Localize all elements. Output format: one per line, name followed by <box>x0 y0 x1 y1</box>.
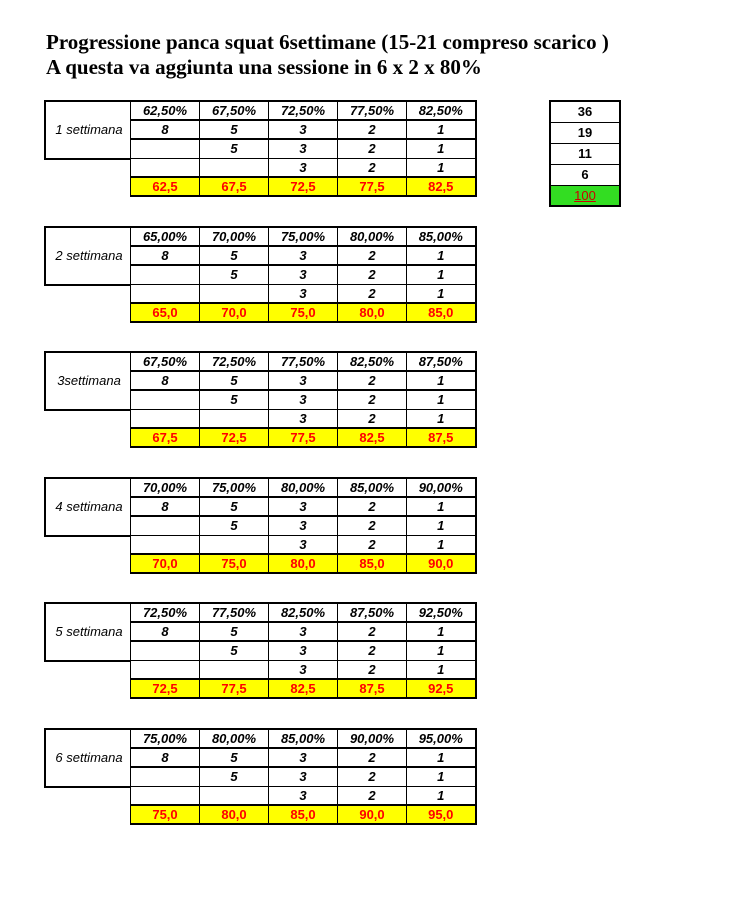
summary-cell: 6 <box>550 164 620 185</box>
reps-cell <box>131 284 200 303</box>
reps-cell: 2 <box>338 371 407 390</box>
reps-cell: 3 <box>269 660 338 679</box>
reps-cell: 2 <box>338 622 407 641</box>
reps-row <box>131 497 476 516</box>
reps-cell: 2 <box>338 265 407 284</box>
reps-row <box>131 265 476 284</box>
week-table <box>130 226 477 323</box>
load-cell: 85,0 <box>407 303 476 322</box>
reps-cell: 5 <box>200 748 269 767</box>
reps-cell: 2 <box>338 409 407 428</box>
load-cell: 80,0 <box>269 554 338 573</box>
reps-row <box>131 767 476 786</box>
reps-cell <box>131 265 200 284</box>
reps-cell: 1 <box>407 371 476 390</box>
percentage-cell: 67,50% <box>200 101 269 120</box>
reps-cell: 1 <box>407 139 476 158</box>
percentage-row <box>131 352 476 371</box>
reps-cell: 2 <box>338 748 407 767</box>
reps-cell <box>200 284 269 303</box>
load-cell: 72,5 <box>200 428 269 447</box>
reps-cell: 3 <box>269 622 338 641</box>
load-cell: 75,0 <box>200 554 269 573</box>
percentage-cell: 80,00% <box>338 227 407 246</box>
percentage-cell: 72,50% <box>200 352 269 371</box>
load-row <box>131 177 476 196</box>
reps-cell <box>131 516 200 535</box>
reps-cell <box>131 535 200 554</box>
reps-cell: 1 <box>407 284 476 303</box>
load-cell: 70,0 <box>131 554 200 573</box>
reps-cell: 3 <box>269 265 338 284</box>
reps-cell: 1 <box>407 622 476 641</box>
reps-cell: 1 <box>407 120 476 139</box>
reps-cell <box>131 139 200 158</box>
reps-cell: 3 <box>269 246 338 265</box>
summary-cell: 11 <box>550 143 620 164</box>
week-label: 4 settimana <box>55 499 123 514</box>
reps-cell: 3 <box>269 535 338 554</box>
summary-cell: 19 <box>550 122 620 143</box>
summary-cell: 36 <box>550 101 620 122</box>
load-cell: 72,5 <box>269 177 338 196</box>
load-cell: 75,0 <box>269 303 338 322</box>
reps-cell <box>131 390 200 409</box>
load-cell: 90,0 <box>407 554 476 573</box>
reps-cell: 3 <box>269 284 338 303</box>
week-block <box>44 477 481 582</box>
reps-cell: 1 <box>407 641 476 660</box>
reps-cell: 8 <box>131 622 200 641</box>
reps-row <box>131 390 476 409</box>
reps-cell <box>200 660 269 679</box>
reps-cell: 5 <box>200 622 269 641</box>
reps-cell <box>200 535 269 554</box>
week-table <box>130 351 477 448</box>
percentage-cell: 65,00% <box>131 227 200 246</box>
percentage-cell: 95,00% <box>407 729 476 748</box>
reps-cell: 1 <box>407 409 476 428</box>
week-label-box <box>44 728 130 788</box>
reps-cell: 8 <box>131 120 200 139</box>
load-cell: 62,5 <box>131 177 200 196</box>
reps-cell: 2 <box>338 641 407 660</box>
reps-row <box>131 516 476 535</box>
percentage-cell: 72,50% <box>131 603 200 622</box>
load-cell: 92,5 <box>407 679 476 698</box>
page-title <box>46 30 609 80</box>
reps-cell: 5 <box>200 390 269 409</box>
reps-cell: 2 <box>338 390 407 409</box>
week-table <box>130 477 477 574</box>
reps-cell: 1 <box>407 516 476 535</box>
summary-table <box>549 100 621 207</box>
load-cell: 77,5 <box>200 679 269 698</box>
reps-row <box>131 786 476 805</box>
percentage-cell: 85,00% <box>338 478 407 497</box>
reps-cell: 2 <box>338 158 407 177</box>
percentage-row <box>131 603 476 622</box>
reps-cell: 3 <box>269 786 338 805</box>
reps-cell: 1 <box>407 158 476 177</box>
percentage-cell: 72,50% <box>269 101 338 120</box>
reps-cell: 2 <box>338 767 407 786</box>
percentage-cell: 82,50% <box>269 603 338 622</box>
reps-cell: 2 <box>338 535 407 554</box>
reps-cell: 1 <box>407 748 476 767</box>
week-label: 2 settimana <box>55 248 123 263</box>
load-cell: 85,0 <box>269 805 338 824</box>
percentage-cell: 70,00% <box>200 227 269 246</box>
reps-row <box>131 748 476 767</box>
load-cell: 80,0 <box>338 303 407 322</box>
load-cell: 67,5 <box>131 428 200 447</box>
reps-cell: 8 <box>131 748 200 767</box>
week-label-box <box>44 100 130 160</box>
reps-cell: 8 <box>131 371 200 390</box>
reps-row <box>131 284 476 303</box>
reps-cell: 5 <box>200 641 269 660</box>
reps-cell: 5 <box>200 371 269 390</box>
percentage-cell: 90,00% <box>338 729 407 748</box>
reps-cell <box>200 158 269 177</box>
title-line-2: A questa va aggiunta una sessione in 6 x 2 x 80% <box>46 55 482 79</box>
reps-cell: 2 <box>338 139 407 158</box>
percentage-row <box>131 478 476 497</box>
week-label: 5 settimana <box>55 624 123 639</box>
reps-row <box>131 660 476 679</box>
reps-cell: 5 <box>200 767 269 786</box>
week-label-box <box>44 351 130 411</box>
reps-cell: 1 <box>407 497 476 516</box>
title-line-1: Progressione panca squat 6settimane (15-21 compreso scarico ) <box>46 30 609 54</box>
load-cell: 82,5 <box>338 428 407 447</box>
reps-cell: 2 <box>338 497 407 516</box>
reps-cell: 1 <box>407 535 476 554</box>
reps-cell: 1 <box>407 246 476 265</box>
load-cell: 95,0 <box>407 805 476 824</box>
week-block <box>44 100 481 205</box>
reps-cell: 1 <box>407 265 476 284</box>
reps-cell: 3 <box>269 497 338 516</box>
reps-cell <box>131 409 200 428</box>
load-cell: 72,5 <box>131 679 200 698</box>
percentage-cell: 92,50% <box>407 603 476 622</box>
percentage-cell: 77,50% <box>338 101 407 120</box>
reps-row <box>131 158 476 177</box>
reps-row <box>131 641 476 660</box>
load-cell: 65,0 <box>131 303 200 322</box>
reps-cell: 3 <box>269 120 338 139</box>
week-label: 1 settimana <box>55 122 123 137</box>
reps-row <box>131 139 476 158</box>
week-table <box>130 728 477 825</box>
load-cell: 77,5 <box>338 177 407 196</box>
percentage-cell: 82,50% <box>338 352 407 371</box>
percentage-cell: 77,50% <box>200 603 269 622</box>
reps-cell: 5 <box>200 139 269 158</box>
week-table <box>130 602 477 699</box>
percentage-cell: 80,00% <box>269 478 338 497</box>
reps-cell: 5 <box>200 265 269 284</box>
reps-cell: 3 <box>269 158 338 177</box>
reps-cell: 5 <box>200 516 269 535</box>
reps-cell: 3 <box>269 767 338 786</box>
reps-cell: 3 <box>269 409 338 428</box>
reps-row <box>131 409 476 428</box>
reps-cell: 2 <box>338 120 407 139</box>
reps-cell: 3 <box>269 390 338 409</box>
load-cell: 75,0 <box>131 805 200 824</box>
reps-cell: 2 <box>338 246 407 265</box>
reps-cell: 2 <box>338 284 407 303</box>
reps-cell: 1 <box>407 786 476 805</box>
reps-cell: 3 <box>269 139 338 158</box>
percentage-row <box>131 729 476 748</box>
load-cell: 70,0 <box>200 303 269 322</box>
percentage-cell: 87,50% <box>407 352 476 371</box>
percentage-cell: 82,50% <box>407 101 476 120</box>
week-table <box>130 100 477 197</box>
week-label-box <box>44 226 130 286</box>
reps-cell: 2 <box>338 786 407 805</box>
reps-cell: 5 <box>200 246 269 265</box>
load-row <box>131 303 476 322</box>
week-label-box <box>44 477 130 537</box>
load-row <box>131 805 476 824</box>
load-cell: 82,5 <box>407 177 476 196</box>
reps-cell: 3 <box>269 516 338 535</box>
percentage-cell: 67,50% <box>131 352 200 371</box>
reps-row <box>131 246 476 265</box>
reps-cell: 1 <box>407 767 476 786</box>
load-cell: 77,5 <box>269 428 338 447</box>
reps-cell: 5 <box>200 497 269 516</box>
week-label: 3settimana <box>57 373 121 388</box>
percentage-cell: 75,00% <box>269 227 338 246</box>
reps-cell: 8 <box>131 246 200 265</box>
reps-cell: 1 <box>407 390 476 409</box>
load-row <box>131 428 476 447</box>
reps-cell <box>131 660 200 679</box>
reps-cell: 3 <box>269 748 338 767</box>
reps-cell: 3 <box>269 371 338 390</box>
load-cell: 90,0 <box>338 805 407 824</box>
load-cell: 67,5 <box>200 177 269 196</box>
reps-cell <box>131 158 200 177</box>
percentage-row <box>131 227 476 246</box>
load-cell: 87,5 <box>407 428 476 447</box>
reps-cell: 2 <box>338 660 407 679</box>
reps-row <box>131 622 476 641</box>
reps-cell <box>200 786 269 805</box>
reps-cell: 5 <box>200 120 269 139</box>
week-block <box>44 226 481 331</box>
load-cell: 85,0 <box>338 554 407 573</box>
week-block <box>44 728 481 833</box>
load-cell: 87,5 <box>338 679 407 698</box>
reps-cell: 1 <box>407 660 476 679</box>
percentage-cell: 62,50% <box>131 101 200 120</box>
load-row <box>131 679 476 698</box>
week-label: 6 settimana <box>55 750 123 765</box>
percentage-cell: 87,50% <box>338 603 407 622</box>
week-block <box>44 602 481 707</box>
reps-cell: 8 <box>131 497 200 516</box>
reps-row <box>131 120 476 139</box>
percentage-cell: 85,00% <box>407 227 476 246</box>
percentage-cell: 77,50% <box>269 352 338 371</box>
load-cell: 82,5 <box>269 679 338 698</box>
load-cell: 80,0 <box>200 805 269 824</box>
percentage-cell: 80,00% <box>200 729 269 748</box>
reps-cell <box>200 409 269 428</box>
percentage-cell: 75,00% <box>131 729 200 748</box>
week-label-box <box>44 602 130 662</box>
reps-cell <box>131 641 200 660</box>
percentage-cell: 70,00% <box>131 478 200 497</box>
percentage-row <box>131 101 476 120</box>
reps-cell: 3 <box>269 641 338 660</box>
percentage-cell: 75,00% <box>200 478 269 497</box>
week-block <box>44 351 481 456</box>
percentage-cell: 85,00% <box>269 729 338 748</box>
summary-total-cell: 100 <box>550 185 620 206</box>
reps-cell: 2 <box>338 516 407 535</box>
reps-cell <box>131 767 200 786</box>
load-row <box>131 554 476 573</box>
reps-row <box>131 535 476 554</box>
reps-row <box>131 371 476 390</box>
percentage-cell: 90,00% <box>407 478 476 497</box>
reps-cell <box>131 786 200 805</box>
